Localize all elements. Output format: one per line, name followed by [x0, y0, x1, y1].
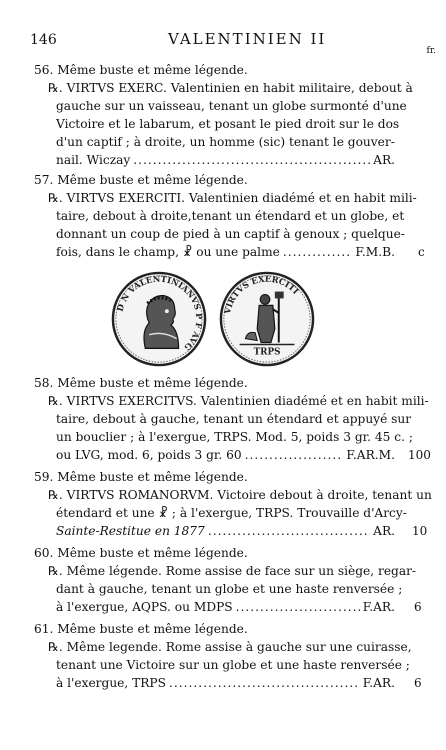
page-number: 146	[30, 32, 57, 48]
entry-line: Victoire et le labarum, et posant le pied droit sur le dos	[56, 117, 400, 131]
entry-line: taire, debout à droite,tenant un étendard et un globe, et	[56, 209, 405, 223]
entry-last-line: nail. Wiczay ..... AR.	[56, 152, 395, 168]
svg-text:D N VALENTINIANVS P F AVG: D N VALENTINIANVS P F AVG	[114, 273, 205, 353]
entry-line: dant à gauche, tenant un globe et une haste renversée ;	[56, 582, 403, 596]
entry-line: ℞. VIRTVS EXERC. Valentinien en habit militaire, debout à	[48, 81, 413, 95]
price-value: 10	[412, 524, 428, 538]
coin-reverse-image	[218, 270, 316, 368]
entry-heading: 56. Même buste et même légende.	[34, 63, 248, 77]
margin-label: fr.	[426, 46, 436, 56]
price-value: 6	[414, 600, 422, 614]
entry-heading: 57. Même buste et même légende.	[34, 173, 248, 187]
entry-line: ℞. Même légende. Rome assise de face sur un siège, regar-	[48, 564, 417, 578]
entry-line: étendard et une ☧ ; à l'exergue, TRPS. Trouvaille d'Arcy-	[56, 506, 407, 520]
entry-last-line: fois, dans le champ, ☧ ou une palme ..... F.M.B.	[56, 244, 395, 260]
svg-text:VIRTVS EXERCITI: VIRTVS EXERCITI	[222, 273, 301, 315]
running-head: VALENTINIEN II	[168, 30, 327, 48]
entry-last-line: à l'exergue, AQPS. ou MDPS ..... F.AR.	[56, 599, 395, 615]
coin-illustrations	[110, 270, 320, 370]
entry-line: d'un captif ; à droite, un homme (sic) tenant le gouver-	[56, 135, 395, 149]
price-value: c	[418, 245, 425, 259]
entry-line: ℞. VIRTVS ROMANORVM. Victoire debout à droite, tenant un	[48, 488, 432, 502]
entry-line: taire, debout à gauche, tenant un étendard et appuyé sur	[56, 412, 412, 426]
entry-line: un bouclier ; à l'exergue, TRPS. Mod. 5, poids 3 gr. 45 c. ;	[56, 430, 413, 444]
entry-line: ℞. VIRTVS EXERCITI. Valentinien diadémé et en habit mili-	[48, 191, 417, 205]
entry-line: ℞. VIRTVS EXERCITVS. Valentinien diadémé et en habit mili-	[48, 394, 429, 408]
entry-last-line: ou LVG, mod. 6, poids 3 gr. 60 ..... F.AR.M.	[56, 447, 395, 463]
entry-heading: 59. Même buste et même légende.	[34, 470, 248, 484]
entry-line: ℞. Même legende. Rome assise à gauche sur une cuirasse,	[48, 640, 412, 654]
entry-line: gauche sur un vaisseau, tenant un globe surmonté d'une	[56, 99, 407, 113]
price-value: 6	[414, 676, 422, 690]
entry-line: donnant un coup de pied à un captif à genoux ; quelque-	[56, 227, 405, 241]
entry-heading: 61. Même buste et même légende.	[34, 622, 248, 636]
entry-last-line: à l'exergue, TRPS ..... F.AR.	[56, 675, 395, 691]
entry-heading: 58. Même buste et même légende.	[34, 376, 248, 390]
entry-heading: 60. Même buste et même légende.	[34, 546, 248, 560]
entry-line: tenant une Victoire sur un globe et une haste renversée ;	[56, 658, 410, 672]
svg-text:TRPS: TRPS	[253, 347, 281, 358]
coin-obverse-image	[110, 270, 208, 368]
price-value: 100	[408, 448, 431, 462]
entry-last-line: Sainte-Restitue en 1877 ..... AR.	[56, 523, 395, 539]
page-header	[0, 26, 446, 48]
